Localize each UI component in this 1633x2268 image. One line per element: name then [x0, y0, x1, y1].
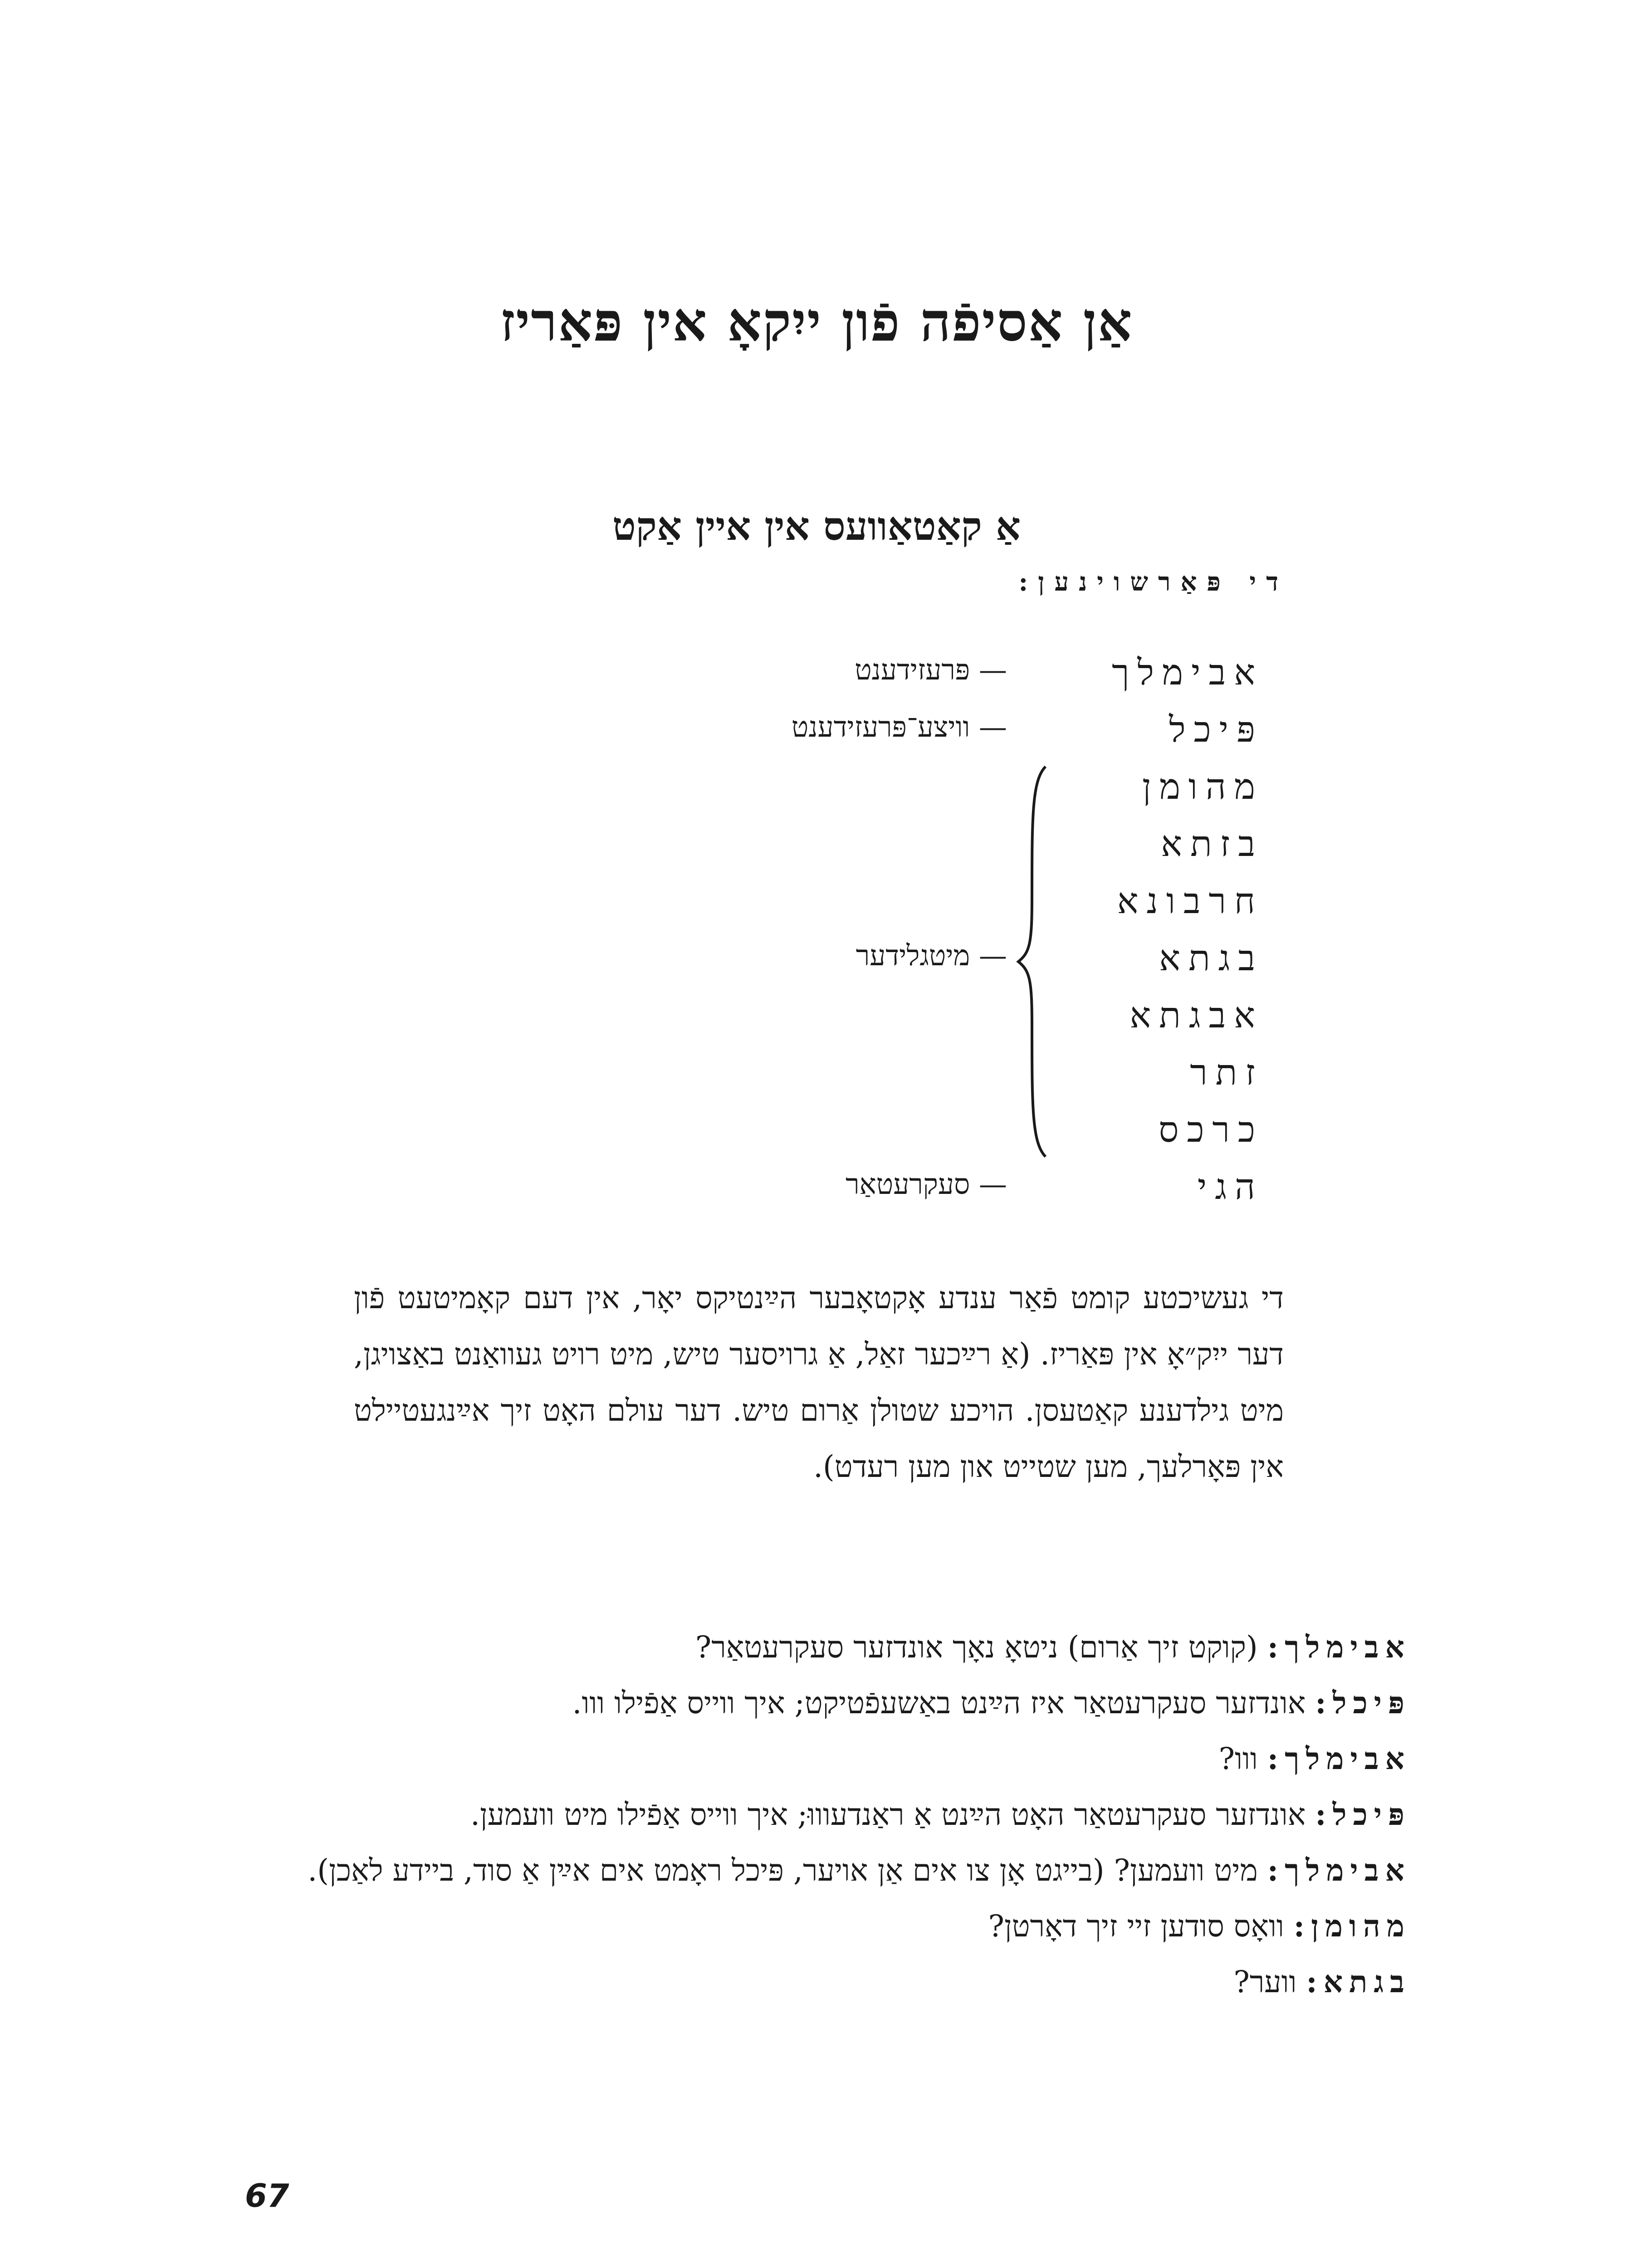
- dialogue-line: [254, 1619, 1411, 1675]
- cast-name: זתר: [1190, 1052, 1263, 1093]
- speaker-name: אבימלך:: [1267, 1853, 1411, 1888]
- cast-name: הגי: [1197, 1167, 1263, 1207]
- line-text: ווו?: [1218, 1741, 1258, 1776]
- dialogue-line: [254, 1843, 1411, 1898]
- cast-role: — פּרעזידענט: [855, 653, 1007, 686]
- cast-name: בגתא: [1159, 938, 1263, 979]
- page-title: אַן אַסיפֿה פֿון ייִקאָ אין פּאַריז: [500, 290, 1133, 353]
- dialogue: [254, 1619, 1411, 2010]
- line-text: מיט וועמען? (בייגט אָן צו אים אַן אויער, פּיכל ראָמט אים אײַן אַ סוד, ביידע לאַכן).: [308, 1853, 1258, 1888]
- speaker-name: בגתא:: [1306, 1964, 1411, 1999]
- cast-name: בזתא: [1161, 824, 1263, 865]
- cast-name: אבגתא: [1129, 995, 1263, 1036]
- play-subtitle: אַ קאַטאַוועס אין איין אַקט: [612, 503, 1021, 549]
- cast-name: אבימלך: [1112, 652, 1263, 693]
- cast-role: — מיטגלידער: [856, 939, 1007, 972]
- dialogue-line: [254, 1954, 1411, 2010]
- line-text: (קוקט זיך אַרום) ניטאָ נאָך אונדזער סעקרעטאַר?: [695, 1630, 1258, 1665]
- page-number: 67: [245, 2177, 289, 2214]
- cast-name: מהומן: [1142, 767, 1263, 807]
- brace-icon: [1014, 762, 1055, 1161]
- line-text: אונדזער סעקרעטאַר איז הײַנט באַשעפֿטיקט; איך ווייס אַפֿילו ווו.: [572, 1686, 1306, 1721]
- line-text: וואָס סודען זיי זיך דאָרטן?: [988, 1909, 1284, 1944]
- dialogue-line: [254, 1675, 1411, 1731]
- speaker-name: אבימלך:: [1267, 1741, 1411, 1776]
- dialogue-line: [254, 1787, 1411, 1843]
- speaker-name: אבימלך:: [1267, 1629, 1411, 1665]
- speaker-name: פּיכל:: [1315, 1797, 1411, 1832]
- line-text: ווער?: [1233, 1965, 1297, 1999]
- cast-name: חרבונא: [1117, 881, 1263, 922]
- line-text: אונדזער סעקרעטאַר האָט הײַנט אַ ראַנדעוווּ; איך ווייס אַפֿילו מיט וועמען.: [470, 1797, 1306, 1832]
- dialogue-line: [254, 1898, 1411, 1954]
- cast-role: — סעקרעטאַר: [846, 1168, 1007, 1201]
- cast-name: כרכס: [1159, 1110, 1263, 1150]
- speaker-name: פּיכל:: [1315, 1685, 1411, 1721]
- stage-direction: די געשיכטע קומט פֿאַר ענדע אָקטאָבער הײַנטיקס יאָר, אין דעם קאָמיטעט פֿון דער ייִק״אָ אין פּאַריז. (אַ רײַכער זאַל, אַ גרויסער טיש, מיט רויט געוואַנט באַצויגן, מיט גילדענע קאַטעסן. הויכע שטולן אַרום טיש. דער עולם האָט זיך אײַנגעטיילט אין פּאָרלעך, מען שטייט און מען רעדט).: [354, 1281, 1284, 1484]
- cast-heading: די פּאַרשוינען:: [1018, 567, 1288, 597]
- cast-name: פּיכל: [1169, 709, 1263, 750]
- dialogue-line: [254, 1731, 1411, 1787]
- speaker-name: מהומן:: [1293, 1908, 1411, 1944]
- cast-role: — וויצע־פּרעזידענט: [791, 710, 1007, 743]
